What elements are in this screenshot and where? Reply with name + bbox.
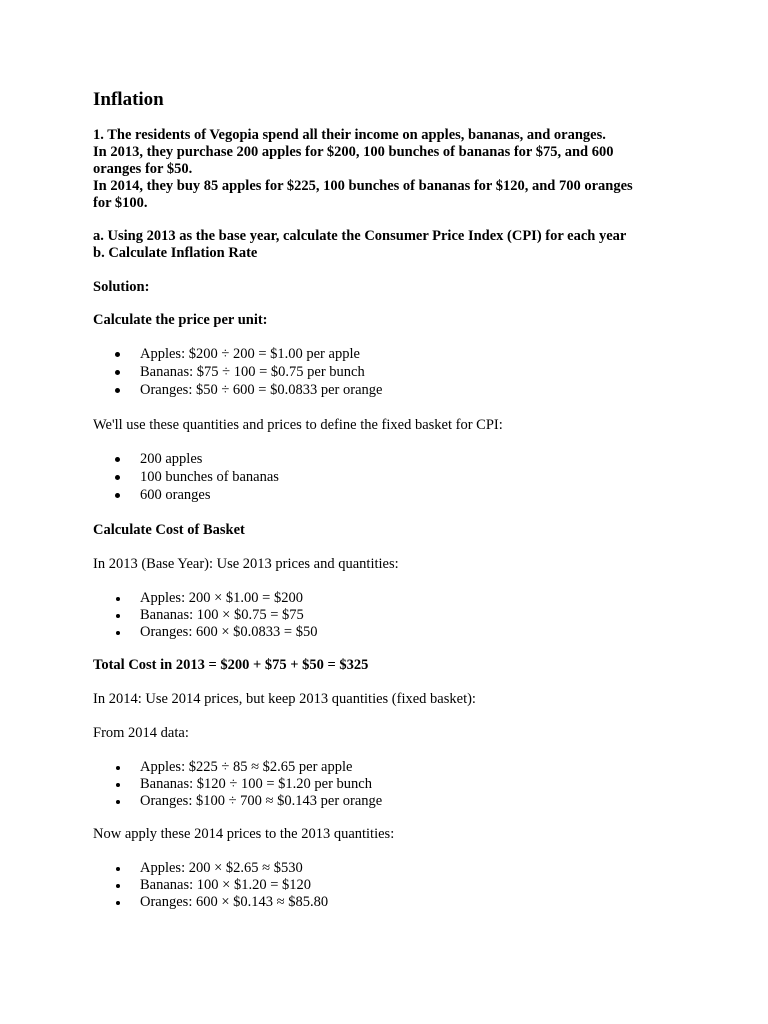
list-item-text: Bananas: 100 × $0.75 = $75 [140,607,304,623]
bullet-icon [115,352,120,357]
solution-label: Solution: [93,279,150,295]
base-year-list [93,590,317,641]
bullet-icon [115,370,120,375]
list-item-text: Oranges: $50 ÷ 600 = $0.0833 per orange [140,382,383,398]
list-item-text: Oranges: $100 ÷ 700 ≈ $0.143 per orange [140,793,383,809]
list-item-text: Apples: 200 × $2.65 ≈ $530 [140,860,303,876]
bullet-icon [115,457,120,462]
list-item [93,793,382,810]
cost-heading: Calculate Cost of Basket [93,522,245,538]
list-item-text: Apples: 200 × $1.00 = $200 [140,590,303,606]
bullet-icon [116,901,120,905]
price-list [93,346,382,400]
list-item-text: Apples: $200 ÷ 200 = $1.00 per apple [140,346,360,362]
list-item-text: Bananas: $75 ÷ 100 = $0.75 per bunch [140,364,365,380]
question-line: for $100. [93,195,148,211]
apply-list [93,860,328,911]
bullet-icon [115,475,120,480]
list-item-text: Oranges: 600 × $0.143 ≈ $85.80 [140,894,329,910]
question-line: In 2014, they buy 85 apples for $225, 100 bunches of bananas for $120, and 700 oranges [93,178,633,194]
bullet-icon [116,766,120,770]
list-item [93,860,328,877]
basket-list [93,451,279,505]
list-item [93,364,382,382]
list-item [93,590,317,607]
question-line: 1. The residents of Vegopia spend all their income on apples, bananas, and oranges. [93,127,606,143]
document-title: Inflation [93,89,164,110]
list-item [93,894,328,911]
question-part-a: a. Using 2013 as the base year, calculate the Consumer Price Index (CPI) for each year [93,228,627,244]
bullet-icon [116,614,120,618]
question-parts [93,228,693,262]
question-part-b: b. Calculate Inflation Rate [93,245,258,261]
list-item-text: 200 apples [140,451,203,467]
list-item-text: 600 oranges [140,487,211,503]
list-item [93,776,382,793]
bullet-icon [116,597,120,601]
question-line: In 2013, they purchase 200 apples for $200, 100 bunches of bananas for $75, and 600 [93,144,614,160]
bullet-icon [116,783,120,787]
bullet-icon [115,388,120,393]
total-2013: Total Cost in 2013 = $200 + $75 + $50 = $325 [93,657,369,673]
list-item [93,469,279,487]
bullet-icon [116,631,120,635]
question-line: oranges for $50. [93,161,193,177]
y2014-price-list [93,759,382,810]
question-text [93,127,693,212]
bullet-icon [116,867,120,871]
bullet-icon [116,800,120,804]
apply-intro: Now apply these 2014 prices to the 2013 quantities: [93,826,395,842]
price-heading: Calculate the price per unit: [93,312,268,328]
basket-intro: We'll use these quantities and prices to define the fixed basket for CPI: [93,417,503,433]
list-item-text: Apples: $225 ÷ 85 ≈ $2.65 per apple [140,759,353,775]
list-item [93,451,279,469]
list-item [93,382,382,400]
list-item [93,607,317,624]
list-item [93,624,317,641]
y2014-intro: In 2014: Use 2014 prices, but keep 2013 quantities (fixed basket): [93,691,476,707]
list-item [93,487,279,505]
list-item-text: Bananas: 100 × $1.20 = $120 [140,877,312,893]
list-item-text: 100 bunches of bananas [140,469,279,485]
y2014-from: From 2014 data: [93,725,189,741]
bullet-icon [116,884,120,888]
bullet-icon [115,493,120,498]
base-year-intro: In 2013 (Base Year): Use 2013 prices and quantities: [93,556,399,572]
list-item [93,759,382,776]
list-item-text: Oranges: 600 × $0.0833 = $50 [140,624,318,640]
list-item [93,346,382,364]
list-item [93,877,328,894]
list-item-text: Bananas: $120 ÷ 100 = $1.20 per bunch [140,776,372,792]
